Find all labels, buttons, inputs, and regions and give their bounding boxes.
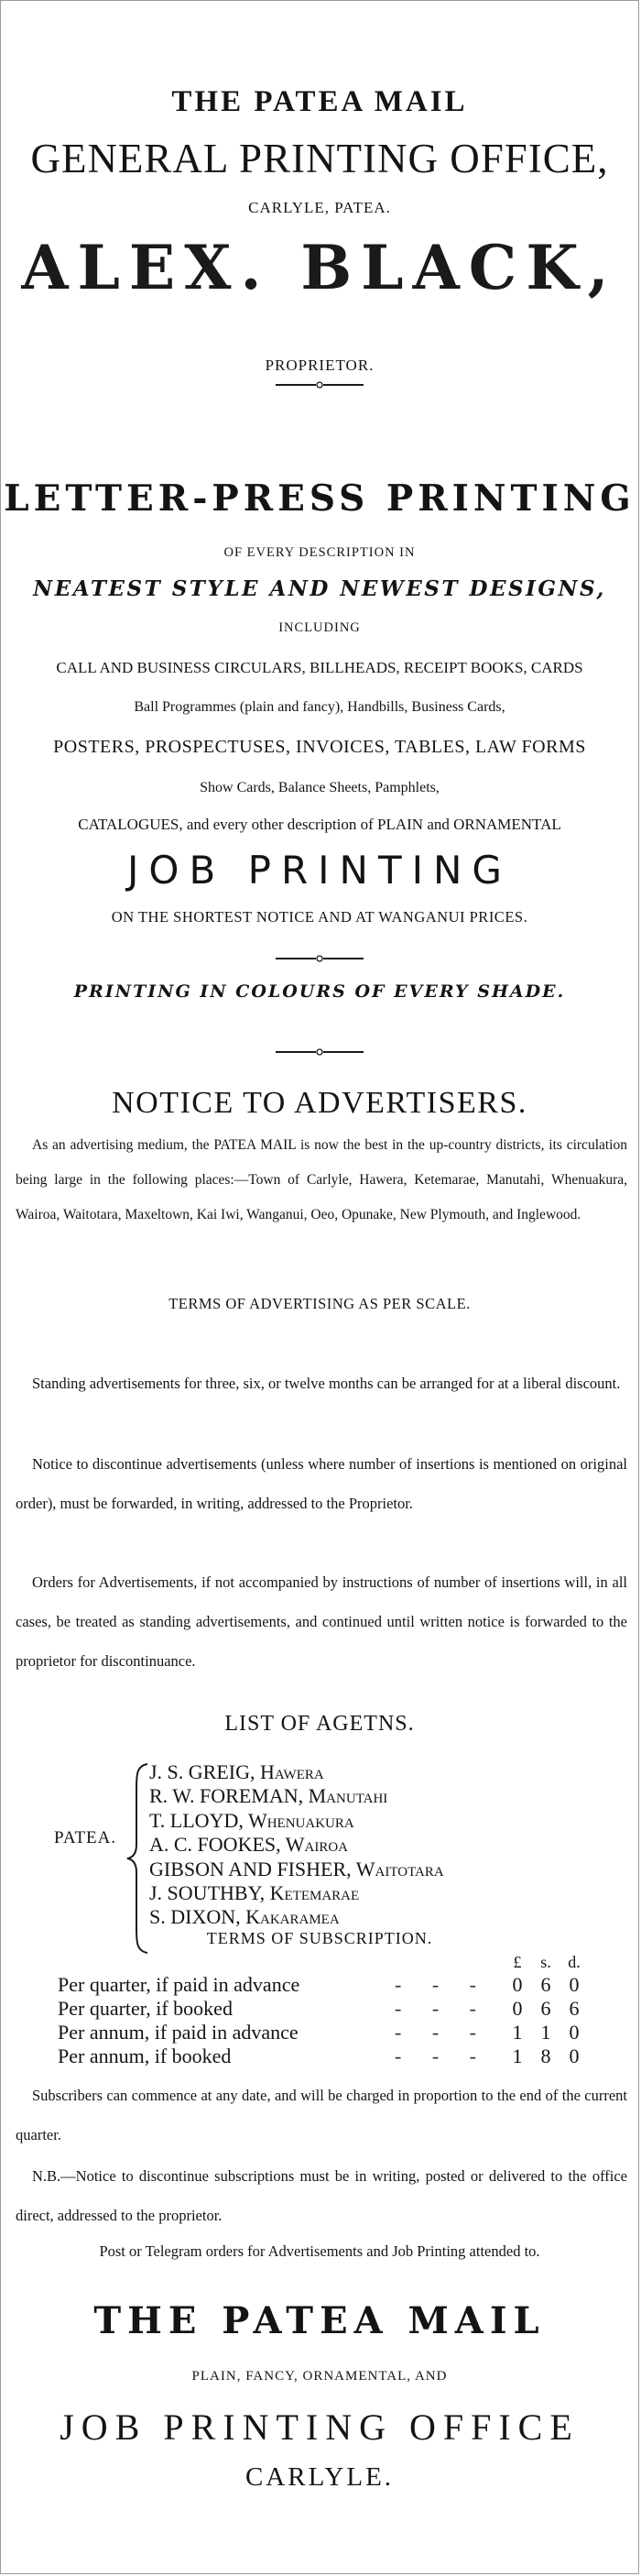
shilling-column-header: s.	[540, 1953, 551, 1971]
shortest-notice-line: ON THE SHORTEST NOTICE AND AT WANGANUI PRICES.	[111, 908, 528, 926]
leader-dashes: - - -	[395, 2021, 489, 2044]
pound-column-header: £	[513, 1953, 522, 1971]
location-line: CARLYLE, PATEA.	[248, 199, 391, 216]
agent-entry: A. C. FOOKES, Wairoa	[149, 1833, 348, 1857]
items-line-5: CATALOGUES, and every other description of PLAIN and ORNAMENTAL	[78, 816, 561, 833]
leader-dashes: - - -	[395, 1973, 489, 1996]
pence-value: 0	[569, 1973, 580, 1996]
pounds-value: 1	[512, 2021, 523, 2044]
subscription-row-label: Per quarter, if booked	[58, 1997, 233, 2020]
shillings-value: 6	[540, 1973, 551, 1996]
items-line-1: CALL AND BUSINESS CIRCULARS, BILLHEADS, RECEIPT BOOKS, CARDS	[56, 659, 583, 676]
discontinue-notice-paragraph: Notice to discontinue advertisements (unless where number of insertions is mentioned on original order), must be forwarded, in writing, addressed to the Proprietor.	[16, 1455, 627, 1512]
including-line: INCLUDING	[278, 620, 361, 635]
items-line-3: POSTERS, PROSPECTUSES, INVOICES, TABLES, LAW FORMS	[53, 737, 586, 757]
pounds-value: 0	[512, 1973, 523, 1996]
office-heading: GENERAL PRINTING OFFICE,	[30, 136, 609, 181]
of-every-description: OF EVERY DESCRIPTION IN	[223, 545, 416, 560]
style-line: NEATEST STYLE AND NEWEST DESIGNS,	[33, 576, 606, 601]
post-telegram-line: Post or Telegram orders for Advertisements and Job Printing attended to.	[99, 2242, 540, 2260]
orders-paragraph: Orders for Advertisements, if not accompanied by instructions of number of insertions will, in all cases, be treated as standing advertisements, and continued until written notice is forwarded to the proprietor for discontinuance.	[16, 1573, 627, 1670]
agents-list	[149, 1760, 625, 1930]
standing-ads-paragraph: Standing advertisements for three, six, or twelve months can be arranged for at a liberal discount.	[32, 1375, 621, 1392]
commence-paragraph: Subscribers can commence at any date, and will be charged in proportion to the end of the current quarter.	[16, 2087, 627, 2143]
subscription-heading: TERMS OF SUBSCRIPTION.	[206, 1929, 433, 1947]
pounds-value: 1	[512, 2044, 523, 2067]
pounds-value: 0	[512, 1997, 523, 2020]
subscription-row	[58, 1973, 607, 1997]
divider-rule	[276, 1047, 364, 1057]
pence-value: 0	[569, 2021, 580, 2044]
leader-dashes: - - -	[395, 2044, 489, 2067]
proprietor-name: ALEX. BLACK,	[21, 232, 618, 303]
shillings-value: 6	[540, 1997, 551, 2020]
subscription-row	[58, 2021, 607, 2044]
notice-heading: NOTICE TO ADVERTISERS.	[112, 1086, 527, 1120]
subscription-header-row	[58, 1953, 607, 1973]
subscription-row	[58, 1997, 607, 2021]
pence-column-header: d.	[568, 1953, 581, 1971]
divider-rule	[276, 954, 364, 963]
colours-line: PRINTING IN COLOURS OF EVERY SHADE.	[73, 981, 566, 1002]
divider-rule	[276, 380, 364, 389]
subscription-row-label: Per quarter, if paid in advance	[58, 1973, 300, 1996]
letterpress-heading: LETTER-PRESS PRINTING	[4, 477, 636, 520]
shillings-value: 8	[540, 2044, 551, 2067]
agents-region-label: PATEA.	[54, 1828, 117, 1847]
leader-dashes: - - -	[395, 1997, 489, 2020]
terms-of-advertising: TERMS OF ADVERTISING AS PER SCALE.	[168, 1295, 471, 1312]
subscription-row-label: Per annum, if booked	[58, 2044, 232, 2067]
agent-entry: J. SOUTHBY, Ketemarae	[149, 1881, 360, 1905]
agent-entry: T. LLOYD, Whenuakura	[149, 1808, 354, 1832]
plain-fancy-line: PLAIN, FANCY, ORNAMENTAL, AND	[191, 2369, 448, 2384]
footer-carlyle: CARLYLE.	[244, 2462, 395, 2492]
agent-entry: GIBSON AND FISHER, Waitotara	[149, 1857, 444, 1880]
pence-value: 6	[569, 1997, 580, 2020]
proprietor-title: PROPRIETOR.	[265, 356, 375, 374]
agents-heading: LIST OF AGETNS.	[224, 1712, 415, 1736]
nb-paragraph: N.B.—Notice to discontinue subscriptions must be in writing, posted or delivered to the office direct, addressed to the proprietor.	[16, 2167, 627, 2224]
paper-name-heading: THE PATEA MAIL	[171, 85, 468, 118]
shillings-value: 1	[540, 2021, 551, 2044]
job-printing-heading: JOB PRINTING	[127, 848, 512, 893]
subscription-row	[58, 2044, 607, 2068]
items-line-2: Ball Programmes (plain and fancy), Handbills, Business Cards,	[134, 699, 505, 715]
footer-job-printing-office: JOB PRINTING OFFICE	[60, 2406, 580, 2448]
subscription-row-label: Per annum, if paid in advance	[58, 2021, 299, 2044]
agent-entry: S. DIXON, Kakaramea	[149, 1905, 340, 1929]
pence-value: 0	[569, 2044, 580, 2067]
agent-entry: J. S. GREIG, Hawera	[149, 1760, 324, 1783]
subscription-table	[58, 1953, 607, 2068]
agent-entry: R. W. FOREMAN, Manutahi	[149, 1784, 388, 1808]
footer-paper-name: THE PATEA MAIL	[93, 2299, 546, 2342]
agents-brace	[124, 1762, 151, 1955]
items-line-4: Show Cards, Balance Sheets, Pamphlets,	[200, 780, 440, 795]
notice-intro-paragraph: As an advertising medium, the PATEA MAIL is now the best in the up-country districts, its circulation being large in the following places:—Town of Carlyle, Hawera, Ketemarae, Manutahi, Whenuakura, Wairoa, Waitotara, Maxeltown, Kai Iwi, Wanganui, Oeo, Opunake, New Plymouth, and Inglewood.	[16, 1137, 627, 1222]
